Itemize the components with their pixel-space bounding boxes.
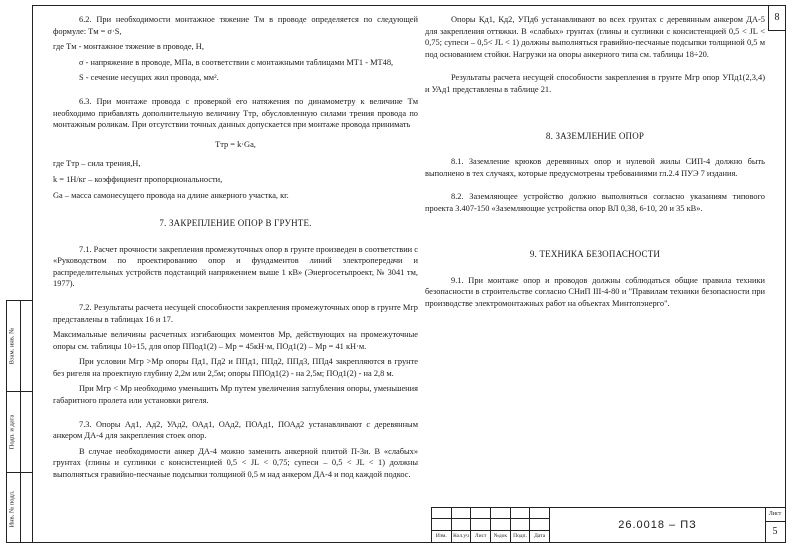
tb-sheet-label: Лист: [765, 508, 785, 522]
strip-value-column: [21, 301, 34, 542]
revision-grid: [432, 508, 550, 542]
paragraph-6-2: 6.2. При необходимости монтажное тяжение Tм в проводе определяется по следующей формуле: Tм = σ·S,: [53, 15, 418, 36]
tb-sheet-number: 5: [772, 526, 778, 537]
paragraph-6-3: 6.3. При монтаже провода с проверкой его натяжения по динамометру к величине Tм необходимо прибавлять дополнительную величину Tтр, обусловленную силами трения провода по монтажным роликам. При отсутствии точных данных допускается при монтаже провода принимать: [53, 96, 418, 130]
strip-label-column: [7, 301, 21, 542]
paragraph-7-1: 7.1. Расчет прочности закрепления промежуточных опор в грунте произведен в соответствии с «Руководством по проектированию опор и фундаментов линий электропередачи и распределительных устройств подстанций напряжением выше 1 кВ» (Энергосетьпроект, № 3041 тм, 1977).: [53, 244, 418, 289]
strip-label: Подп. и дата: [8, 414, 16, 450]
definition-line: где Tм - монтажное тяжение в проводе, Н,: [53, 42, 204, 52]
tb-label: Лист: [471, 531, 491, 542]
paragraph-results: Результаты расчета несущей способности закрепления в грунте Mгр опор УПд1(2,3,4) и УАд1 представлены в таблице 21.: [425, 73, 765, 94]
tb-label: Подп.: [511, 531, 531, 542]
tb-sheet-cell: [765, 508, 785, 542]
binding-strip: [6, 300, 33, 543]
title-block: [431, 507, 785, 542]
definition-line: k = 1Н/кг – коэффициент пропорциональности,: [53, 174, 223, 184]
paragraph-9-1: 9.1. При монтаже опор и проводов должны соблюдаться общие правила техники безопасности в строительстве согласно СНиП III-4-80 и "Правилам техники безопасности при производстве электромонтажных работ на объектах Минтопэнерго".: [425, 275, 765, 308]
sheet-number-box: 8: [768, 6, 785, 31]
drawing-frame: [32, 5, 786, 543]
tb-label: №док: [491, 531, 511, 542]
tb-label: Изм.: [432, 531, 452, 542]
definition-line: S - сечение несущих жил провода, мм².: [79, 73, 219, 83]
definition-line: где Tтр – сила трения,Н,: [53, 159, 141, 169]
paragraph-8-1: 8.1. Заземление крюков деревянных опор и нулевой жилы СИП-4 должно быть выполнено в тех случаях, которые предусмотрены требованиями гл.2.4 ПУЭ 7 издания.: [425, 156, 765, 178]
section-heading-7: 7. ЗАКРЕПЛЕНИЕ ОПОР В ГРУНТЕ.: [159, 218, 312, 229]
section-heading-9: 9. ТЕХНИКА БЕЗОПАСНОСТИ: [529, 249, 661, 260]
document-code: 26.0018 – ПЗ: [550, 508, 766, 542]
section-heading-8: 8. ЗАЗЕМЛЕНИЕ ОПОР: [545, 130, 645, 141]
paragraph-anchor: Опоры Кд1, Кд2, УПд6 устанавливают во всех грунтах с деревянным анкером ДА-5 для закрепления оттяжки. В «слабых» грунтах (глины и суглинки с консистенцией 0,5 < JL < 0,75; супеси – 0,5< JL < 1) должны выполняться гравийно-песчаные подсыпки толщиной 0,5 м под основанием стойки. Нагрузки на опоры анкерного типа см. таблицы 18÷20.: [425, 15, 765, 59]
left-column: [53, 14, 418, 485]
paragraph-8-2: 8.2. Заземляющее устройство должно выполняться согласно указаниям типового проекта 3.407-150 «Заземляющие устройства опор ВЛ 0,38, 6-10, 20 и 35 кВ».: [425, 192, 765, 213]
definition-line: σ - напряжение в проводе, МПа, в соответствии с монтажными таблицами МТ1 - МТ48,: [79, 57, 394, 67]
paragraph-condition: При условии Mгр >Mр опоры Пд1, Пд2 и ППд1, ППд2, ППд3, ППд4 закрепляются в грунте без ригеля на проектную глубину 2,2м или 2,5м; опоры ППОд1(2) - на 2,5м; ПОд1(2) - на 2,8 м.: [53, 357, 418, 378]
strip-label: Взам. инв. №: [8, 327, 16, 365]
tb-label: Дата: [530, 531, 550, 542]
right-column: [425, 14, 765, 314]
tb-label: Кол.уч: [452, 531, 472, 542]
paragraph-7-2: 7.2. Результаты расчета несущей способности закрепления промежуточных опор в грунте Mгр представлены в таблицах 16 и 17.: [53, 302, 418, 324]
strip-label: Инв. № подл.: [8, 489, 16, 528]
paragraph-7-3: 7.3. Опоры Ад1, Ад2, УАд2, ОАд1, ОАд2, ПОАд1, ПОАд2 устанавливают с деревянным анкером ДА-4 для закрепления стоек опор.: [53, 419, 418, 441]
paragraph-condition-2: При Mгр < Mр необходимо уменьшить Mр путем увеличения заглубления опоры, уменьшения габаритного пролета или установки ригеля.: [53, 384, 418, 406]
definition-line: Gа – масса самонесущего провода на длине анкерного участка, кг.: [53, 190, 289, 200]
paragraph-7-3-cont: В случае необходимости анкер ДА-4 можно заменить анкерной плитой П-3и. В «слабых» грунтах (глины и суглинки с консистенцией 0,5 < JL < 0,75; супеси – 0,5 < JL < 1) должны выполняться гравийно-песчаные подсыпки толщиной 0,5 м над анкером ДА-4 и под каждой подкос.: [53, 446, 418, 480]
formula-friction: Tтр = k·Gа,: [215, 139, 256, 149]
paragraph-7-2-cont: Максимальные величины расчетных изгибающих моментов Mр, действующих на промежуточные опоры см. таблицы 10÷15, для опор ППод1(2) – Mр = 45кН·м, ПОд1(2) – Mр = 41 кН·м.: [53, 330, 418, 351]
